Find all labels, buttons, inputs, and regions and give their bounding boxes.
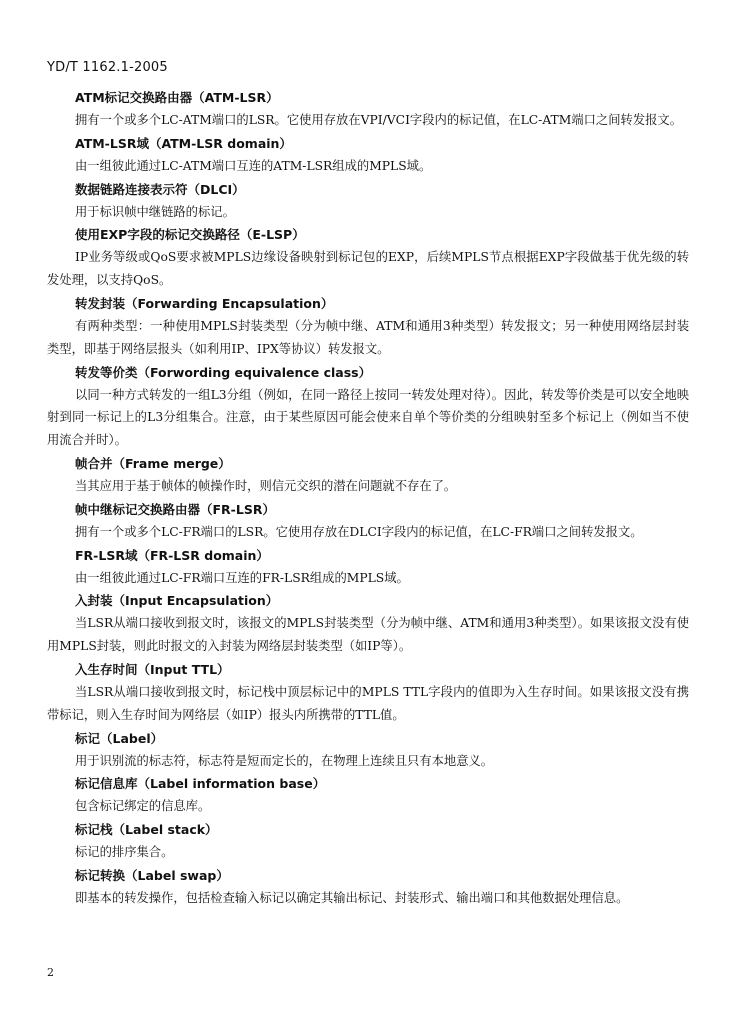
definition-entry — [47, 658, 689, 727]
term-definition: 当其应用于基于帧体的帧操作时，则信元交织的潜在问题就不存在了。 — [75, 478, 457, 493]
term-heading: 入封装（Input Encapsulation） — [75, 593, 279, 609]
term-heading: 标记（Label） — [75, 730, 164, 746]
term-definition: 用于标识帧中继链路的标记。 — [75, 204, 235, 219]
definition-entry — [47, 292, 689, 361]
term-definition: 有两种类型：一种使用MPLS封装类型（分为帧中继、ATM和通用3种类型）转发报文；另一种使用网络层封装类型，即基于网络层报头（如利用IP、IPX等协议）转发报文。 — [47, 318, 689, 356]
term-definition: 即基本的转发操作，包括检查输入标记以确定其输出标记、封装形式、输出端口和其他数据处理信息。 — [75, 890, 629, 905]
document-id: YD/T 1162.1-2005 — [47, 60, 168, 75]
definitions-list — [47, 86, 689, 910]
definition-entry — [47, 498, 689, 544]
term-heading: ATM标记交换路由器（ATM-LSR） — [75, 90, 279, 105]
term-definition: 由一组彼此通过LC-FR端口互连的FR-LSR组成的MPLS域。 — [75, 570, 409, 585]
term-heading: 转发等价类（Forwording equivalence class） — [75, 364, 372, 380]
term-heading: ATM-LSR域（ATM-LSR domain） — [75, 135, 292, 151]
page-number: 2 — [47, 966, 54, 979]
term-definition: 拥有一个或多个LC-FR端口的LSR。它使用存放在DLCI字段内的标记值，在LC-FR端口之间转发报文。 — [75, 524, 643, 539]
definition-entry — [47, 452, 689, 498]
term-heading: 标记栈（Label stack） — [75, 822, 218, 838]
term-definition: 标记的排序集合。 — [75, 845, 174, 860]
term-heading: 数据链路连接表示符（DLCI） — [75, 181, 245, 197]
term-heading: 转发封装（Forwarding Encapsulation） — [75, 295, 334, 311]
term-definition: 拥有一个或多个LC-ATM端口的LSR。它使用存放在VPI/VCI字段内的标记值，在LC-ATM端口之间转发报文。 — [75, 113, 683, 127]
term-heading: FR-LSR域（FR-LSR domain） — [75, 547, 269, 563]
term-definition: IP业务等级或QoS要求被MPLS边缘设备映射到标记包的EXP，后续MPLS节点根据EXP字段做基于优先级的转发处理，以支持QoS。 — [47, 250, 689, 288]
term-definition: 当LSR从端口接收到报文时，该报文的MPLS封装类型（分为帧中继、ATM和通用3种类型）。如果该报文没有使用MPLS封装，则此时报文的入封装为网络层封装类型（如IP等）。 — [47, 616, 689, 654]
definition-entry — [47, 544, 689, 590]
term-heading: 入生存时间（Input TTL） — [75, 661, 230, 677]
term-definition: 用于识别流的标志符，标志符是短而定长的，在物理上连续且只有本地意义。 — [75, 753, 494, 768]
term-heading: 使用EXP字段的标记交换路径（E-LSP） — [75, 227, 305, 243]
definition-entry — [47, 361, 689, 452]
term-heading: 标记信息库（Label information base） — [75, 776, 326, 792]
definition-entry — [47, 178, 689, 224]
definition-entry — [47, 86, 689, 132]
definition-entry — [47, 132, 689, 178]
definition-entry — [47, 589, 689, 658]
definition-entry — [47, 727, 689, 773]
term-heading: 帧中继标记交换路由器（FR-LSR） — [75, 501, 275, 517]
term-definition: 包含标记绑定的信息库。 — [75, 799, 211, 814]
definition-entry — [47, 223, 689, 292]
term-heading: 帧合并（Frame merge） — [75, 455, 231, 471]
definition-entry — [47, 864, 689, 910]
term-definition: 当LSR从端口接收到报文时，标记栈中顶层标记中的MPLS TTL字段内的值即为入生存时间。如果该报文没有携带标记，则入生存时间为网络层（如IP）报头内所携带的TTL值。 — [47, 684, 689, 722]
definition-entry — [47, 818, 689, 864]
definition-entry — [47, 772, 689, 818]
term-definition: 以同一种方式转发的一组L3分组（例如，在同一路径上按同一转发处理对待）。因此，转发等价类是可以安全地映射到同一标记上的L3分组集合。注意，由于某些原因可能会使来自单个等价类的分组映射至多个标记上（例如当不使用流合并时）。 — [47, 387, 689, 448]
term-heading: 标记转换（Label swap） — [75, 867, 229, 883]
term-definition: 由一组彼此通过LC-ATM端口互连的ATM-LSR组成的MPLS域。 — [75, 158, 432, 173]
